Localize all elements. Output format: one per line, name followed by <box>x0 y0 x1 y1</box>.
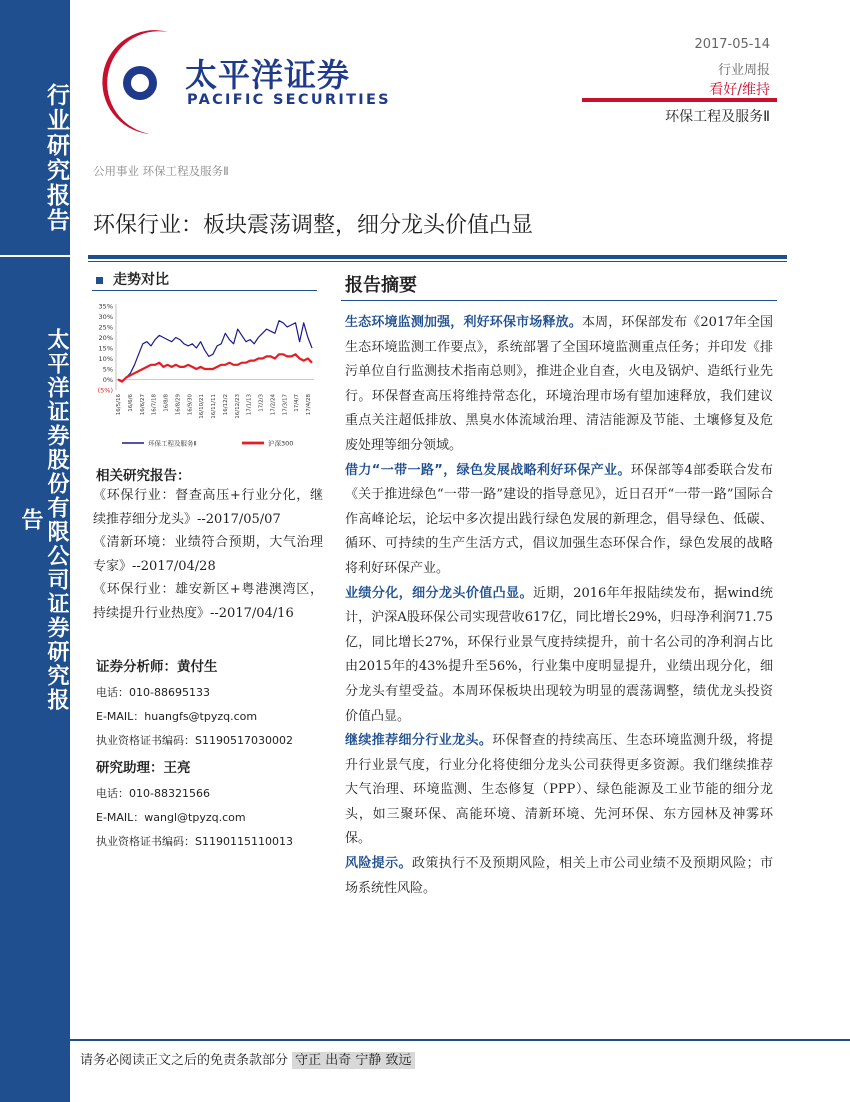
rating: 看好/维持 <box>709 82 770 98</box>
title-divider <box>88 255 787 259</box>
analyst-email[interactable]: E-MAIL：huangfs@tpyzq.com <box>96 710 258 723</box>
sidebar-report-category: 行业研究报告 <box>43 83 70 233</box>
summary-heading: 报告摘要 <box>345 275 417 296</box>
x-tick-label: 17/2/24 <box>270 394 277 416</box>
assistant-block <box>96 758 293 852</box>
assistant-phone: 电话：010-88321566 <box>96 787 210 800</box>
summary-body <box>345 311 773 901</box>
sector-name: 环保工程及服务Ⅱ <box>665 109 770 125</box>
related-reports-heading: 相关研究报告： <box>96 468 191 484</box>
summary-paragraph <box>345 311 773 459</box>
x-tick-label: 17/3/17 <box>282 394 289 416</box>
logo-chinese-name: 太平洋证券 <box>185 56 351 94</box>
y-tick-label: (5%) <box>97 386 113 395</box>
x-tick-label: 16/11/11 <box>211 394 217 419</box>
legend-label: 沪深300 <box>268 439 294 448</box>
analyst-phone: 电话：010-88695133 <box>96 686 210 699</box>
analyst-role: 证券分析师：黄付生 <box>96 659 218 675</box>
title-divider-thin <box>88 261 787 262</box>
related-report-item[interactable]: 《环保行业：雄安新区+粤港澳湾区，持续提升行业热度》--2017/04/16 <box>93 582 323 621</box>
y-tick-label: 30% <box>98 313 113 321</box>
x-tick-label: 17/4/28 <box>306 394 312 416</box>
paragraph-lead: 继续推荐细分行业龙头。 <box>345 733 493 749</box>
y-tick-label: 5% <box>102 365 113 374</box>
analyst-cert: 执业资格证书编码：S1190517030002 <box>96 734 293 747</box>
assistant-cert: 执业资格证书编码：S1190115110013 <box>96 835 293 848</box>
y-tick-label: 25% <box>98 323 113 332</box>
x-tick-label: 16/9/30 <box>187 394 194 416</box>
rating-divider <box>582 98 777 102</box>
summary-paragraph <box>345 459 773 582</box>
summary-divider <box>341 300 777 301</box>
related-reports-list <box>93 484 323 625</box>
y-tick-label: 20% <box>98 334 113 342</box>
footer-motto: 守正 出奇 宁静 致远 <box>292 1052 414 1069</box>
paragraph-lead: 借力“一带一路”，绿色发展战略利好环保产业。 <box>345 462 631 478</box>
paragraph-body: 政策执行不及预期风险，相关上市公司业绩不及预期风险；市场系统性风险。 <box>345 856 773 896</box>
y-tick-label: 35% <box>98 302 113 311</box>
report-type: 行业周报 <box>717 63 770 78</box>
paragraph-lead: 业绩分化，细分龙头价值凸显。 <box>345 585 533 601</box>
paragraph-body: 近期，2016年年报陆续发布，据wind统计，沪深A股环保公司实现营收617亿，同比增长29%，归母净利润71.75亿，同比增长27%，环保行业景气度持续提升，前十名公司的净利润占比由2015年的43%提升至56%，行业集中度明显提升，业绩出现分化，细分龙头有望受益。本周环保板块出现较为明显的震荡调整，绩优龙头投资价值凸显。 <box>345 585 773 724</box>
legend-label: 环保工程及服务Ⅱ <box>148 439 197 448</box>
paragraph-body: 本周，环保部发布《2017年全国生态环境监测工作要点》，系统部署了全国环境监测重点任务；并印发《排污单位自行监测技术指南总则》，推进企业自查，火电及锅炉、造纸行业先行。环保督查高压将维持常态化，环境治理市场有望加速释放，我们建议重点关注超低排放、黑臭水体流域治理、清洁能源及节能、土壤修复及危废处理等细分领域。 <box>345 315 773 453</box>
x-tick-label: 17/2/3 <box>258 394 265 412</box>
x-tick-label: 16/6/27 <box>139 394 146 416</box>
series-line-index <box>118 354 312 381</box>
analyst-block <box>96 657 293 751</box>
y-tick-label: 10% <box>98 355 113 363</box>
x-tick-label: 16/7/18 <box>151 394 158 416</box>
paragraph-lead: 风险提示。 <box>345 856 412 872</box>
x-tick-label: 17/1/13 <box>246 394 253 416</box>
series-line-sector <box>118 321 312 382</box>
related-report-item[interactable]: 《环保行业：督查高压+行业分化，继续推荐细分龙头》--2017/05/07 <box>93 488 323 527</box>
logo-english-name: PACIFIC SECURITIES <box>187 92 391 108</box>
summary-paragraph <box>345 582 773 730</box>
breadcrumb: 公用事业 环保工程及服务Ⅱ <box>93 164 229 178</box>
footer-disclaimer: 请务必阅读正文之后的免责条款部分 <box>80 1053 289 1068</box>
footer-divider <box>70 1039 850 1041</box>
y-tick-label: 0% <box>102 376 113 384</box>
assistant-email[interactable]: E-MAIL：wangl@tpyzq.com <box>96 811 246 824</box>
sidebar-company-name: 太平洋证券股份有限公司证券研究报告 <box>18 328 70 712</box>
related-report-item[interactable]: 《清新环境：业绩符合预期，大气治理专家》--2017/04/28 <box>93 535 323 574</box>
x-tick-label: 16/8/8 <box>163 394 170 412</box>
paragraph-body: 环保督查的持续高压、生态环境监测升级，将提升行业景气度，行业分化将使细分龙头公司获得更多资源。我们继续推荐大气治理、环境监测、生态修复（PPP）、绿色能源及工业节能的细分龙头，如三聚环保、高能环境、清新环境、先河环保、东方园林及神雾环保。 <box>345 733 773 847</box>
paragraph-lead: 生态环境监测加强，利好环保市场释放。 <box>345 315 582 330</box>
summary-paragraph <box>345 729 773 852</box>
x-tick-label: 16/5/16 <box>116 394 122 416</box>
x-tick-label: 16/12/2 <box>222 394 229 416</box>
x-tick-label: 16/8/29 <box>175 394 182 416</box>
x-tick-label: 16/6/6 <box>127 394 134 412</box>
x-tick-label: 17/4/7 <box>294 394 301 412</box>
trend-heading: 走势对比 <box>96 269 169 289</box>
report-date: 2017-05-14 <box>694 37 770 52</box>
y-tick-label: 15% <box>98 344 113 353</box>
trend-chart <box>92 296 320 456</box>
report-title: 环保行业：板块震荡调整，细分龙头价值凸显 <box>93 213 534 238</box>
summary-paragraph <box>345 852 773 901</box>
footer <box>80 1049 415 1068</box>
trend-underline <box>92 290 317 291</box>
x-tick-label: 16/10/21 <box>199 394 206 419</box>
x-tick-label: 16/12/23 <box>234 394 241 419</box>
assistant-role: 研究助理：王亮 <box>96 760 191 776</box>
paragraph-body: 环保部等4部委联合发布《关于推进绿色“一带一路”建设的指导意见》，近日召开“一带一路”国际合作高峰论坛，论坛中多次提出践行绿色发展的新理念，倡导绿色、低碳、循环、可持续的生产生活方式，倡议加强生态环保合作，绿色发展的战略将利好环保产业。 <box>345 462 773 576</box>
square-bullet-icon <box>96 277 103 284</box>
